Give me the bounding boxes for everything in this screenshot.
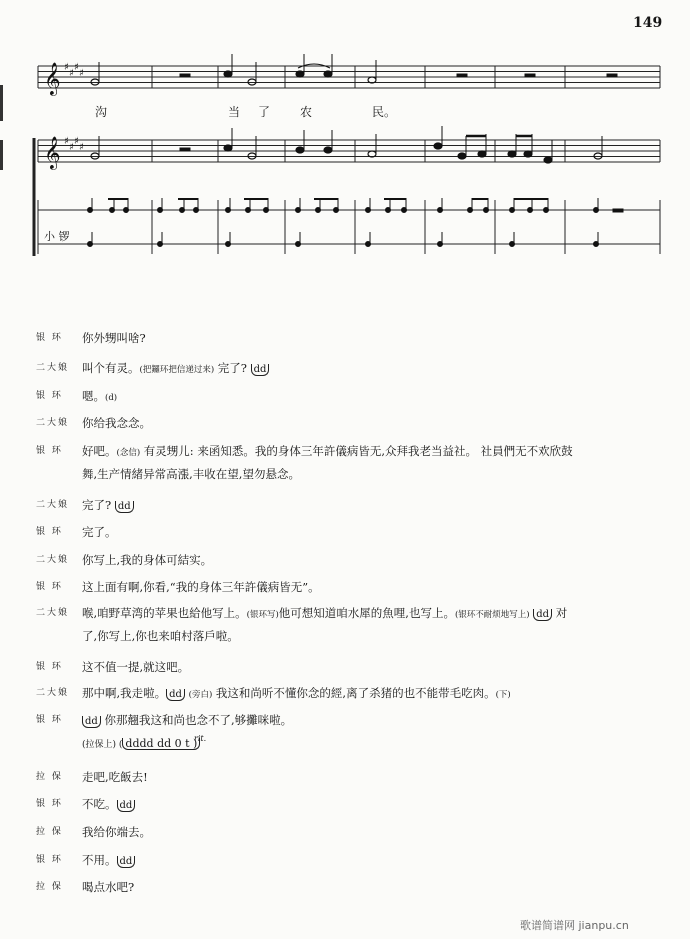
dialogue-text-continued: 舞,生产情緒异常高漲,丰收在望,望勿悬念。 (82, 467, 300, 481)
note-icon (296, 71, 304, 77)
note-icon (458, 153, 466, 159)
dialogue-text (82, 660, 189, 674)
sharp-icon: ♯ (69, 68, 74, 79)
note-icon (224, 71, 232, 77)
stage-direction: (d) (105, 393, 118, 403)
dialogue-text (82, 525, 117, 539)
speech: 我这和尚听不懂你念的經,离了杀猪的也不能带毛吃肉。 (212, 686, 496, 700)
rest-icon (613, 209, 623, 212)
speech: 你那翹我这和尚也念不了,够攤咪啦。 (100, 713, 293, 727)
note-icon (324, 147, 332, 153)
sharp-icon: ♯ (69, 142, 74, 153)
ritardando-mark: rit. (194, 734, 207, 743)
speech: 不吃。 (82, 797, 117, 811)
stage-direction: (银环写) (246, 610, 279, 620)
dialogue-text (82, 770, 148, 784)
speaker-label: 银 环 (36, 391, 63, 401)
sharp-icon: ♯ (79, 68, 84, 79)
speaker-label: 拉 保 (36, 882, 63, 892)
music-cue (82, 734, 207, 752)
dialogue-text (82, 606, 567, 622)
dialogue-text (82, 853, 135, 868)
note-icon (434, 143, 442, 149)
stage-direction: (旁白) (188, 690, 213, 700)
speech: 你给我念念。 (82, 416, 151, 430)
dialogue-text (82, 553, 212, 567)
rhythm-cue: dd (82, 716, 101, 728)
treble-clef-icon: 𝄞 (44, 136, 61, 169)
speech: 完了? (214, 361, 251, 375)
speaker-label: 银 环 (36, 799, 63, 809)
note-icon (296, 147, 304, 153)
speech: 喝点水吧? (82, 880, 135, 894)
page-number: 149 (633, 15, 663, 31)
lyric-syllable: 当 (228, 105, 241, 119)
speech: 这上面有啊,你看,“我的身体三年許儀病皆无”。 (82, 580, 320, 594)
dialogue-text (82, 361, 269, 377)
speech: 不用。 (82, 853, 117, 867)
dialogue-text-continued: 了,你写上,你也来咱村落戶啦。 (82, 629, 239, 643)
sharp-icon: ♯ (64, 62, 69, 73)
lyric-syllable: 沟 (95, 105, 108, 119)
speaker-label: 银 环 (36, 527, 63, 537)
dialogue-text (82, 389, 117, 405)
speech: 喉,咱野草湾的苹果也給他写上。 (82, 606, 247, 620)
dialogue-text (82, 713, 292, 728)
speaker-label: 二大娘 (36, 608, 70, 618)
speaker-label: 二大娘 (36, 555, 70, 565)
sharp-icon: ♯ (79, 142, 84, 153)
rest-icon (607, 74, 617, 77)
rhythm-cue: dd (251, 364, 270, 376)
music-score (0, 0, 690, 270)
dialogue-text (82, 686, 511, 702)
note-icon (324, 71, 332, 77)
rhythm-cue: dd (117, 800, 136, 812)
speech: 那中啊,我走啦。 (82, 686, 167, 700)
dialogue-text (82, 797, 135, 812)
sharp-icon: ♯ (64, 136, 69, 147)
rest-icon (180, 74, 190, 77)
dialogue-text (82, 331, 146, 345)
lyric-syllable: 了 (258, 105, 271, 119)
rest-icon (180, 148, 190, 151)
watermark: 歌谱简谱网 jianpu.cn (520, 919, 629, 932)
speech: 我给你端去。 (82, 825, 151, 839)
speaker-label: 二大娘 (36, 363, 70, 373)
speaker-label: 银 环 (36, 855, 63, 865)
dialogue-text (82, 444, 573, 460)
stage-direction: (银环不耐烦地写上) (454, 610, 530, 620)
rest-icon (457, 74, 467, 77)
speaker-label: 银 环 (36, 446, 63, 456)
speech: 对 (552, 606, 568, 620)
note-icon (524, 151, 532, 157)
rest-icon (525, 74, 535, 77)
stage-direction: (下) (495, 690, 511, 700)
speaker-label: 银 环 (36, 662, 63, 672)
speech: 叫个有灵。 (82, 361, 140, 375)
note-icon (224, 145, 232, 151)
speech: 他可想知道咱水犀的魚哩,也写上。 (278, 606, 455, 620)
speech: 好吧。 (82, 444, 117, 458)
speech: 你外甥叫啥? (82, 331, 146, 345)
speech: 你写上,我的身体可結实。 (82, 553, 213, 567)
lyric-syllable: 民。 (372, 105, 397, 119)
sharp-icon: ♯ (74, 62, 79, 73)
speech: 嗯。 (82, 389, 105, 403)
speaker-label: 二大娘 (36, 418, 70, 428)
speech: 走吧,吃飯去! (82, 770, 148, 784)
rhythm-cue: dd (533, 609, 552, 621)
note-icon (478, 151, 486, 157)
sharp-icon: ♯ (74, 136, 79, 147)
speaker-label: 二大娘 (36, 688, 70, 698)
rhythm-cue: dd (117, 856, 136, 868)
speech: 这不值一提,就这吧。 (82, 660, 190, 674)
treble-clef-icon: 𝄞 (44, 62, 61, 95)
lyric-syllable: 农 (300, 105, 313, 119)
note-icon (508, 151, 516, 157)
rhythm-cue: dddd dd 0 t ) (122, 738, 200, 750)
rhythm-cue: dd (166, 689, 185, 701)
note-icon (544, 157, 552, 163)
speaker-label: 银 环 (36, 715, 63, 725)
speaker-label: 银 环 (36, 333, 63, 343)
dialogue-text (82, 498, 134, 513)
speaker-label: 银 环 (36, 582, 63, 592)
dialogue-text (82, 580, 320, 594)
stage-direction: (把鑼环把信递过来) (139, 365, 215, 375)
stage-direction: (念信) (116, 448, 141, 458)
dialogue-text (82, 825, 151, 839)
speaker-label: 拉 保 (36, 827, 63, 837)
speech: 完了。 (82, 525, 117, 539)
speaker-label: 二大娘 (36, 500, 70, 510)
rhythm-cue: dd (115, 501, 134, 513)
speaker-label: 拉 保 (36, 772, 63, 782)
speech: 有灵甥儿: 来函知悉。我的身体三年許儀病皆无,众拜我老当益社。 社員們无不欢欣鼓 (140, 444, 573, 458)
dialogue-text (82, 416, 151, 430)
speech: 完了? (82, 498, 115, 512)
stage-direction: (拉保上) ( (82, 740, 123, 750)
percussion-label: 小 锣 (44, 230, 70, 243)
dialogue-text (82, 880, 134, 894)
